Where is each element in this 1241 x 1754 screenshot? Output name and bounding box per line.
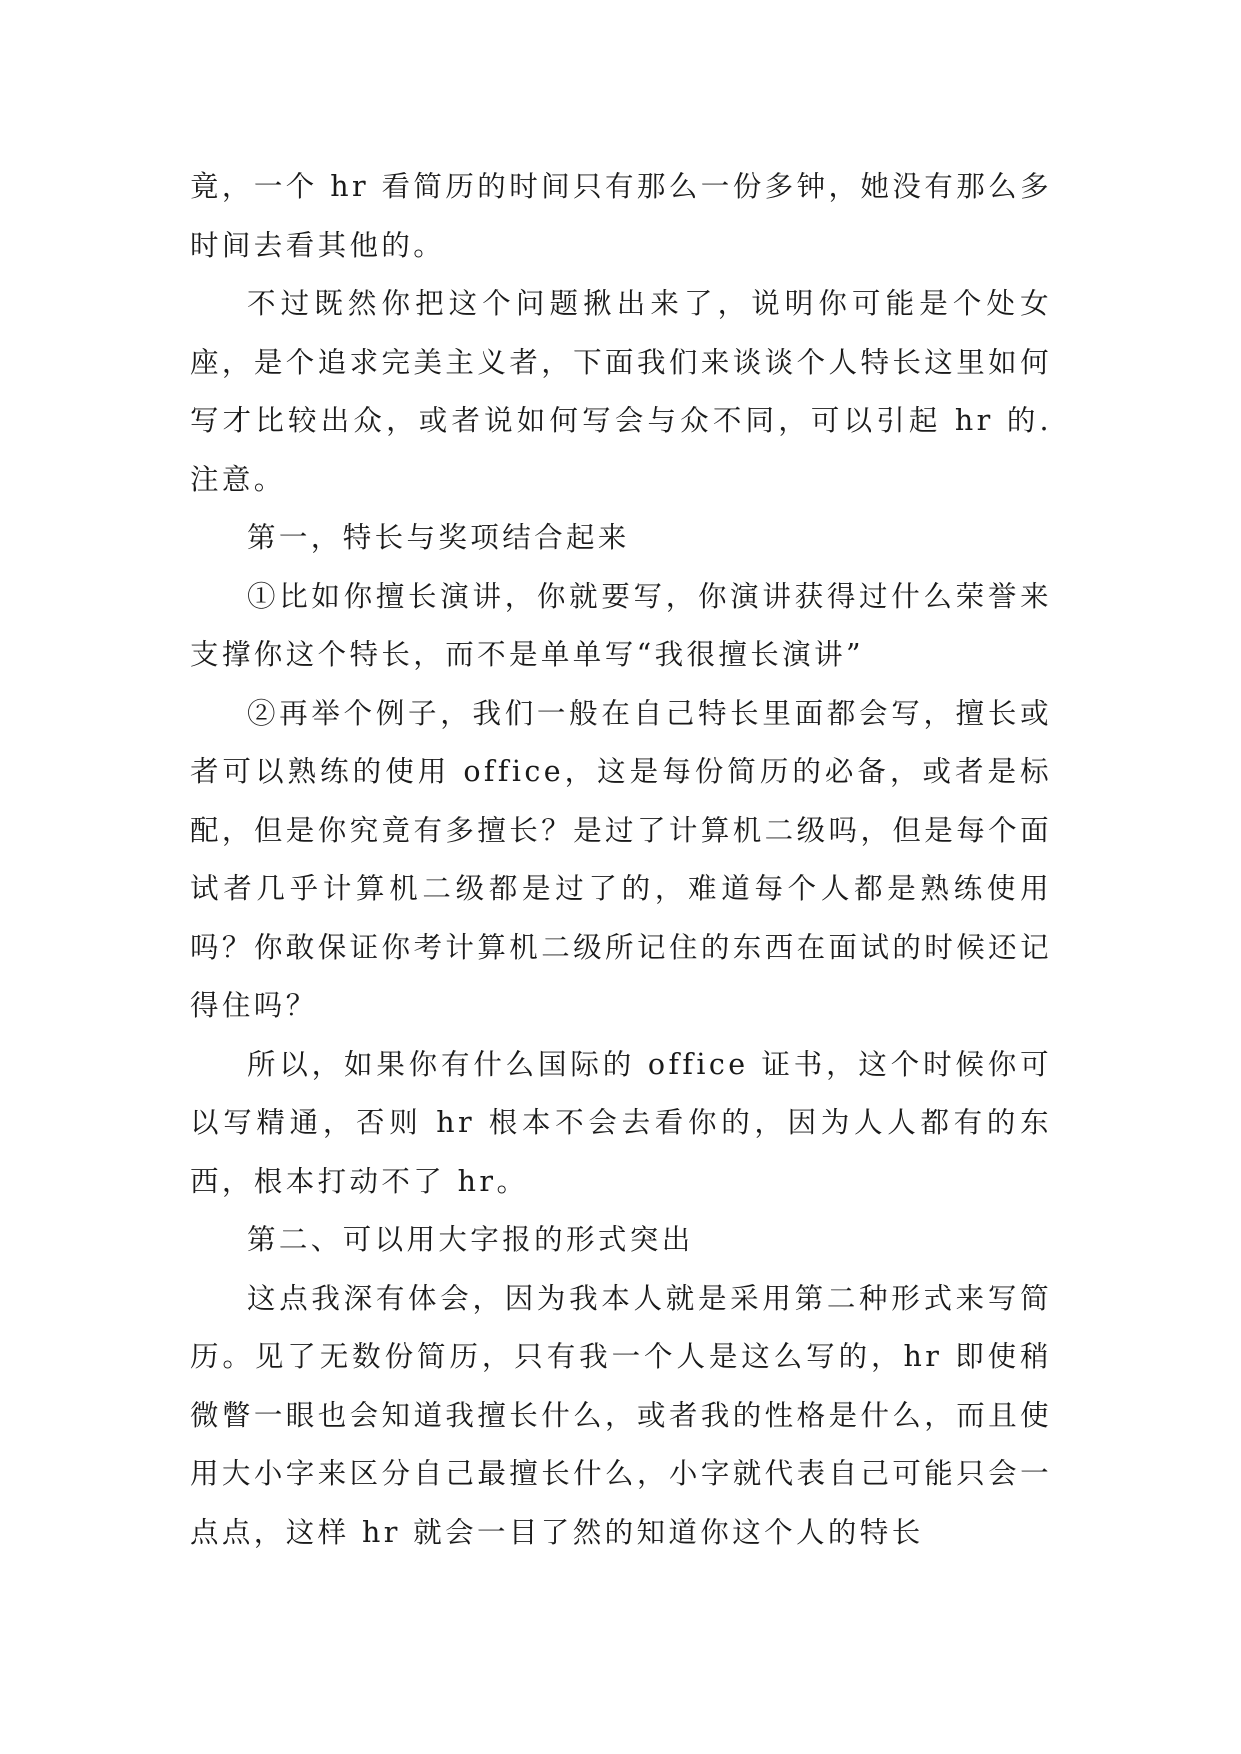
section-heading-first: 第一，特长与奖项结合起来 [247,521,630,554]
paragraph-conclusion-first: 所以，如果你有什么国际的 office 证书，这个时候你可以写精通，否则 hr 根本不会去看你的，因为人人都有的东西，根本打动不了 hr。 [190,1047,1052,1198]
paragraph-point-1: ①比如你擅长演讲，你就要写，你演讲获得过什么荣誉来支撑你这个特长，而不是单单写“我很擅长演讲” [190,579,1052,671]
paragraph-intro: 不过既然你把这个问题揪出来了，说明你可能是个处女座，是个追求完美主义者，下面我们来谈谈个人特长这里如何写才比较出众，或者说如何写会与众不同，可以引起 hr 的.注意。 [190,287,1052,496]
paragraph-continuation: 竟，一个 hr 看简历的时间只有那么一份多钟，她没有那么多时间去看其他的。 [190,170,1052,262]
paragraph-point-2: ②再举个例子，我们一般在自己特长里面都会写，擅长或者可以熟练的使用 office，这是每份简历的必备，或者是标配，但是你究竟有多擅长？是过了计算机二级吗，但是每个面试者几乎计算机二级都是过了的，难道每个人都是熟练使用吗？你敢保证你考计算机二级所记住的东西在面试的时候还记得住吗？ [190,696,1052,1022]
section-heading-second: 第二、可以用大字报的形式突出 [247,1223,694,1256]
document-body [190,158,1052,1562]
paragraph-experience: 这点我深有体会，因为我本人就是采用第二种形式来写简历。见了无数份简历，只有我一个人是这么写的，hr 即使稍微瞥一眼也会知道我擅长什么，或者我的性格是什么，而且使用大小字来区分自己最擅长什么，小字就代表自己可能只会一点点，这样 hr 就会一目了然的知道你这个人的特长 [190,1281,1052,1549]
